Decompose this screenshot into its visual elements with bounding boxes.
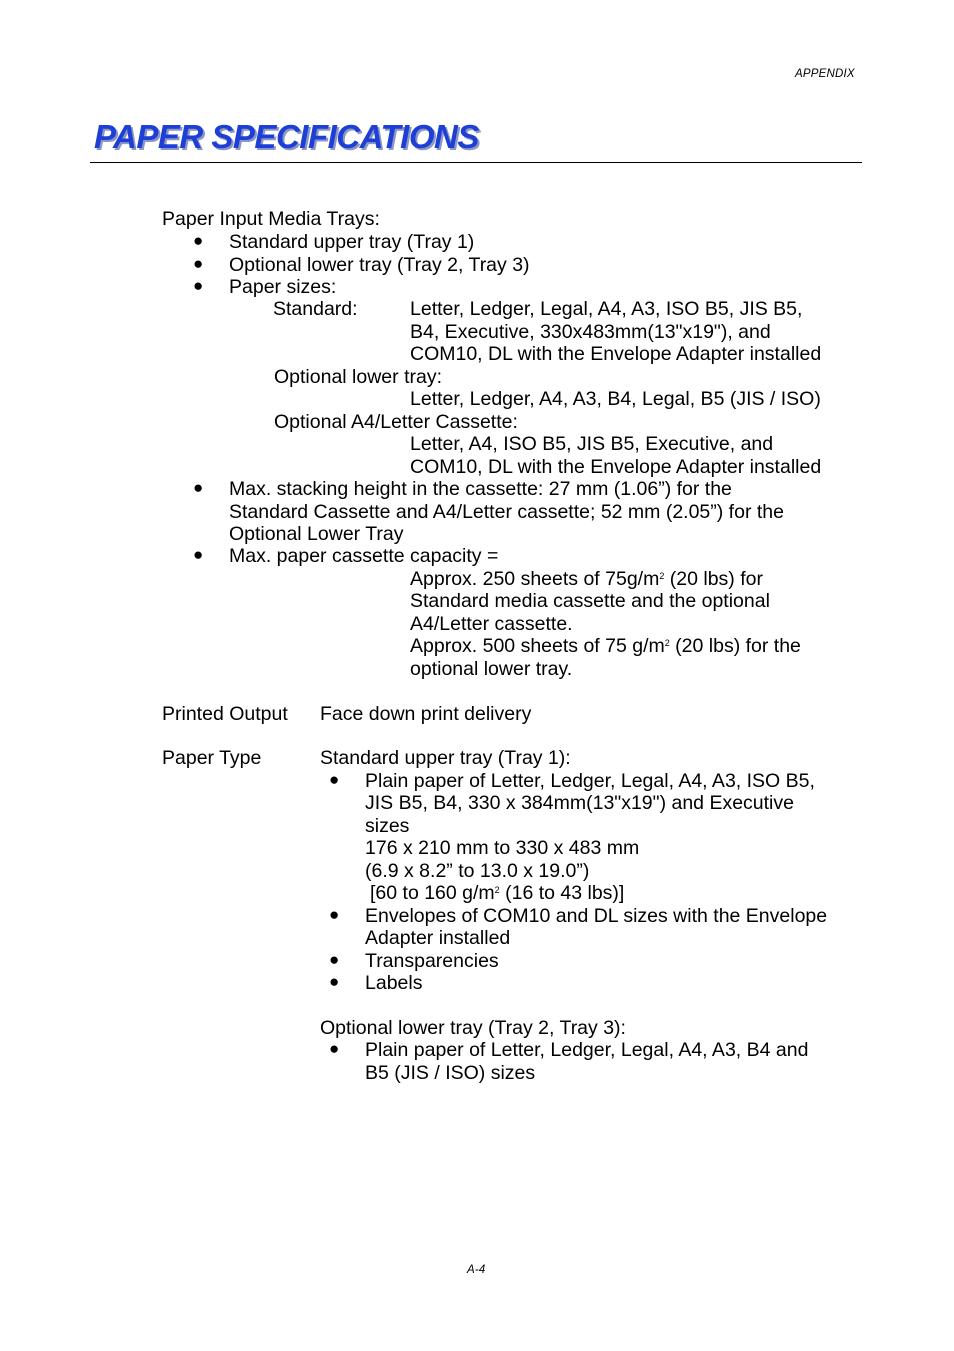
- envelope-line: Adapter installed: [365, 927, 511, 949]
- weight-line: [60 to 160 $g/m^2$ (16 to 43 lbs)]: [370, 882, 625, 904]
- stacking-line: Optional Lower Tray: [229, 523, 404, 545]
- item-paper-sizes: Paper sizes:: [229, 276, 337, 298]
- capacity-line: Approx. 500 sheets of 75 $g/m^2$ (20 lbs) for the: [410, 635, 801, 657]
- envelope-line: Envelopes of COM10 and DL sizes with the Envelope: [365, 905, 828, 927]
- lower-plain-line: Plain paper of Letter, Ledger, Legal, A4, A3, B4 and: [365, 1039, 809, 1061]
- lower-tray-heading: Optional lower tray (Tray 2, Tray 3):: [320, 1017, 626, 1039]
- standard-line: COM10, DL with the Envelope Adapter installed: [410, 343, 822, 365]
- capacity-line: Standard media cassette and the optional: [410, 590, 770, 612]
- bullet-icon: ●: [329, 950, 340, 969]
- page-number: A-4: [467, 1264, 486, 1276]
- page-title: PAPER SPECIFICATIONS: [94, 118, 479, 155]
- bullet-icon: ●: [193, 276, 204, 295]
- upper-tray-heading: Standard upper tray (Tray 1):: [320, 747, 571, 769]
- capacity-label: Max. paper cassette capacity =: [229, 545, 499, 567]
- paper-type-label: Paper Type: [162, 747, 262, 769]
- cassette-line: Letter, A4, ISO B5, JIS B5, Executive, and: [410, 433, 774, 455]
- plain-paper-line: JIS B5, B4, 330 x 384mm(13"x19") and Executive: [365, 792, 794, 814]
- lower-tray-line: Letter, Ledger, A4, A3, B4, Legal, B5 (JIS / ISO): [410, 388, 821, 410]
- plain-paper-line: (6.9 x 8.2” to 13.0 x 19.0”): [365, 860, 590, 882]
- printed-output-value: Face down print delivery: [320, 703, 532, 725]
- capacity-line: optional lower tray.: [410, 658, 573, 680]
- bullet-icon: ●: [329, 972, 340, 991]
- bullet-icon: ●: [193, 478, 204, 497]
- item-upper-tray: Standard upper tray (Tray 1): [229, 231, 475, 253]
- capacity-line: Approx. 250 sheets of $75g/m^2$ (20 lbs) for: [410, 568, 763, 590]
- capacity-line: A4/Letter cassette.: [410, 613, 573, 635]
- plain-paper-line: Plain paper of Letter, Ledger, Legal, A4, A3, ISO B5,: [365, 770, 815, 792]
- standard-label: Standard:: [273, 298, 358, 320]
- stacking-line: Max. stacking height in the cassette: 27 mm (1.06”) for the: [229, 478, 732, 500]
- labels-item: Labels: [365, 972, 423, 994]
- title-rule: [90, 162, 862, 163]
- item-lower-tray: Optional lower tray (Tray 2, Tray 3): [229, 254, 530, 276]
- input-trays-heading: Paper Input Media Trays:: [162, 208, 380, 230]
- running-header: APPENDIX: [795, 68, 855, 80]
- standard-line: B4, Executive, 330x483mm(13"x19"), and: [410, 321, 771, 343]
- cassette-line: COM10, DL with the Envelope Adapter installed: [410, 456, 822, 478]
- transparencies-item: Transparencies: [365, 950, 499, 972]
- plain-paper-line: sizes: [365, 815, 410, 837]
- bullet-icon: ●: [329, 770, 340, 789]
- bullet-icon: ●: [193, 254, 204, 273]
- cassette-label: Optional A4/Letter Cassette:: [274, 411, 518, 433]
- bullet-icon: ●: [329, 905, 340, 924]
- lower-tray-label: Optional lower tray:: [274, 366, 442, 388]
- stacking-line: Standard Cassette and A4/Letter cassette; 52 mm (2.05”) for the: [229, 501, 784, 523]
- bullet-icon: ●: [329, 1039, 340, 1058]
- bullet-icon: ●: [193, 231, 204, 250]
- bullet-icon: ●: [193, 545, 204, 564]
- lower-plain-line: B5 (JIS / ISO) sizes: [365, 1062, 536, 1084]
- plain-paper-line: 176 x 210 mm to 330 x 483 mm: [365, 837, 640, 859]
- printed-output-label: Printed Output: [162, 703, 288, 725]
- standard-line: Letter, Ledger, Legal, A4, A3, ISO B5, JIS B5,: [410, 298, 803, 320]
